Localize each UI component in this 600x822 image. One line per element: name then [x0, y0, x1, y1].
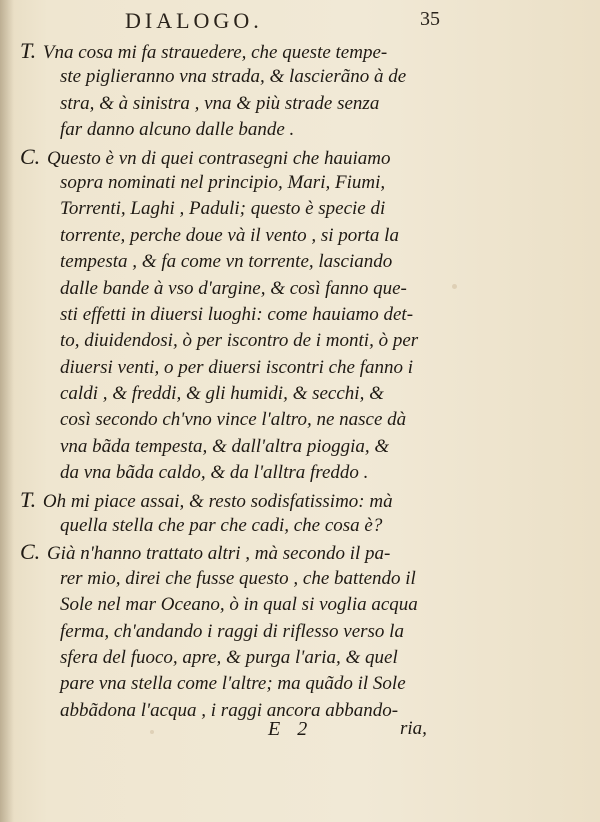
text-line	[20, 328, 580, 354]
line-text: rer mio, direi che fusse questo , che battendo il	[60, 567, 416, 589]
speaker-label: T.	[20, 38, 37, 63]
line-text: torrente, perche doue và il vento , si porta la	[60, 224, 399, 246]
speaker-label: C.	[20, 143, 41, 169]
dialogue-paragraph	[20, 539, 580, 724]
line-text: da vna bãda caldo, & da l'alltra freddo .	[60, 462, 369, 484]
text-line	[20, 249, 580, 275]
line-text: Oh mi piace assai, & resto sodisfatissimo: mà	[42, 490, 393, 512]
dialogue-paragraph	[20, 144, 580, 487]
line-text: diuersi venti, o per diuersi iscontri che fanno i	[60, 356, 414, 378]
text-line	[20, 619, 580, 645]
text-line	[20, 38, 580, 64]
dialogue-paragraph	[20, 487, 580, 540]
text-line	[20, 671, 580, 697]
text-line	[20, 144, 580, 170]
line-text: così secondo ch'vno vince l'altro, ne nasce dà	[60, 409, 407, 431]
text-line	[20, 434, 580, 460]
signature-mark: E 2	[268, 718, 314, 740]
line-text: abbãdona l'acqua , i raggi ancora abbando-	[60, 699, 399, 721]
line-text: pare vna stella come l'altre; ma quãdo il Sole	[60, 673, 406, 695]
text-line	[20, 223, 580, 249]
page-header	[0, 8, 600, 38]
text-line	[20, 487, 580, 513]
text-line	[20, 355, 580, 381]
line-text: ferma, ch'andando i raggi di riflesso verso la	[60, 620, 404, 642]
line-text: vna bãda tempesta, & dall'altra pioggia, &	[60, 435, 390, 457]
catchword: ria,	[400, 718, 427, 739]
line-text: Torrenti, Laghi , Paduli; questo è specie di	[60, 198, 386, 220]
text-line	[20, 196, 580, 222]
running-head: DIALOGO.	[125, 8, 263, 33]
line-text: tempesta , & fa come vn torrente, lasciando	[60, 251, 393, 273]
line-text: Vna cosa mi fa strauedere, che queste tempe-	[42, 42, 388, 63]
line-text: quella stella che par che cadi, che cosa è?	[60, 515, 383, 537]
text-line	[20, 381, 580, 407]
line-text: Questo è vn di quei contrasegni che hauiamo	[46, 147, 391, 169]
gutter-shadow	[0, 0, 14, 822]
text-line	[20, 91, 580, 117]
speaker-label: C.	[20, 539, 41, 565]
paper-stain	[150, 730, 154, 734]
text-line	[20, 170, 580, 196]
text-line	[20, 407, 580, 433]
page-footer	[0, 718, 600, 748]
text-line	[20, 64, 580, 90]
line-text: sti effetti in diuersi luoghi: come hauiamo det-	[60, 303, 414, 325]
text-line	[20, 302, 580, 328]
paper-stain	[452, 284, 457, 289]
line-text: sfera del fuoco, apre, & purga l'aria, & quel	[60, 646, 398, 668]
text-line	[20, 117, 580, 143]
line-text: to, diuidendosi, ò per iscontro de i monti, ò per	[60, 330, 419, 352]
line-text: far danno alcuno dalle bande .	[60, 119, 295, 141]
page-number: 35	[420, 8, 440, 30]
text-line	[20, 460, 580, 486]
text-line	[20, 592, 580, 618]
dialogue-paragraph	[20, 38, 580, 144]
speaker-label: T.	[20, 486, 37, 512]
line-text: sopra nominati nel principio, Mari, Fiumi,	[60, 171, 386, 193]
line-text: ste piglieranno vna strada, & lascierãno à de	[60, 66, 407, 88]
text-line	[20, 513, 580, 539]
line-text: Sole nel mar Oceano, ò in qual si voglia acqua	[60, 594, 418, 616]
line-text: caldi , & freddi, & gli humidi, & secchi, &	[60, 383, 384, 405]
text-line	[20, 645, 580, 671]
line-text: dalle bande à vso d'argine, & così fanno que-	[60, 277, 407, 299]
text-line	[20, 276, 580, 302]
text-line	[20, 539, 580, 565]
text-line	[20, 566, 580, 592]
line-text: Già n'hanno trattato altri , mà secondo il pa-	[46, 543, 391, 565]
line-text: stra, & à sinistra , vna & più strade senza	[60, 92, 380, 114]
body-text	[20, 38, 580, 724]
